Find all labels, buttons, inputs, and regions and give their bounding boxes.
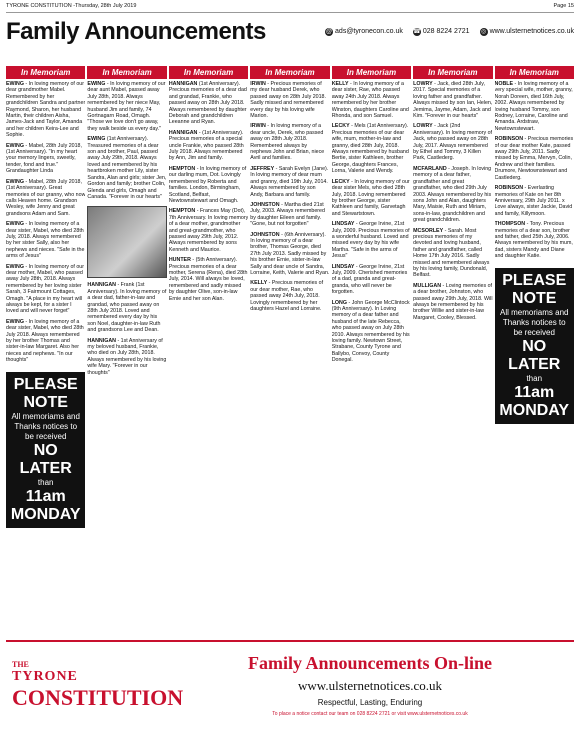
notice xyxy=(6,221,85,259)
notice-text: - Jack (2nd Anniversary). In loving memory of Jack, who passed away on 28th July, 2017. Always remembered by Ethel and Tommy, 3 Killen Park, Castlederg. xyxy=(413,123,493,162)
page-header xyxy=(6,14,574,50)
notice-text: - Sarah. Most precious memories of my devoted and loving husband, father and grandfather, called Home 17th July 2016. Sadly missed and remembered always by his loving family, Dundonald, Belfast. xyxy=(413,227,490,279)
notice-text: - Precious memories of my dear husband Derek, who passed away on 28th July 2018. Sadly missed and remembered every day by his loving wife Marion. xyxy=(250,81,326,120)
notice-name: ROBINSON xyxy=(494,136,524,143)
notice xyxy=(6,319,85,364)
phone-icon: ☎ xyxy=(413,29,421,35)
globe-icon: ◎ xyxy=(480,29,487,35)
memorial-photo xyxy=(87,206,166,278)
notice xyxy=(169,81,248,126)
notice-name: LOWRY xyxy=(413,81,433,87)
notice xyxy=(87,338,166,376)
notice xyxy=(169,166,248,204)
notice xyxy=(6,264,85,315)
notice xyxy=(413,81,492,119)
please-note-line3: than xyxy=(37,477,54,487)
please-note-line2: NO LATER xyxy=(19,441,72,477)
notice xyxy=(332,81,411,119)
notice-name: LINDSAY xyxy=(331,221,355,228)
notice-name: LONG xyxy=(331,299,347,306)
notice-text: - (5th Anniversary). Precious memories of a dear mother, Serena (Rena), died 28th July, 2014. Will always be loved, remembered and sadly missed by daughter Olive, son-in-law Ernie and her son Alan. xyxy=(168,257,248,302)
ad-url[interactable]: www.ulsternetnotices.co.uk xyxy=(298,678,442,693)
notice xyxy=(413,228,492,279)
please-note-line3: than xyxy=(526,373,543,383)
notice-text: - (1st Anniversary). Precious memories of a special uncle Frankie, who passed 28th July 2018. Always remembered by Ann, Jim and family. xyxy=(168,129,244,162)
notice-text: - Everlasting memories of Kate on her 8th Anniversary, 29th July 2011. x Love always, sister Jackie, David and family, Killymoon. xyxy=(494,185,573,217)
notice xyxy=(250,202,329,228)
notice-name: HEMPTON xyxy=(168,165,196,172)
newspaper-logo: THE TYRONE CONSTITUTION xyxy=(12,659,184,710)
notice-text: - Frank (1st Anniversary). In loving memory of a dear dad, father-in-law and grandad, who passed away on 28th July 2018. Loved and remembered every day by his son Noel, daughter-in-law Ruth and grandsons Lee and Dean. xyxy=(87,282,167,334)
notice-name: EWING xyxy=(6,81,24,87)
notice-text: - In loving memory of our dear mother, Mabel, who passed away July 28th, 2018. Always remembered by her loving sister Sarah, 3 Fairmount Cottages, Omagh. "A place in my heart will always be kept, for a sister I loved and will never forget" xyxy=(6,263,85,315)
notice-text: (1st Anniversary). Precious memories of a dear dad and grandad, Frankie, who passed away on 28th July 2018. Always remembered by daughter Deborah and grandchildren Leeanne and Ryan. xyxy=(168,81,247,126)
notice xyxy=(332,221,411,259)
notice-text: - Precious memories of our dear mother, Rae, who passed away 24th July, 2018. Lovingly remembered by her daughters Hazel and Lorraine. xyxy=(250,280,324,312)
section-band: In Memoriam xyxy=(495,66,574,79)
section-band: In Memoriam xyxy=(169,66,248,79)
notice-text: - 1st Anniversary of my beloved husband, Frankie, who died on July 28th, 2018. Always remembered by his loving wife Mary. "Forever in our thoughts" xyxy=(87,337,167,376)
notice xyxy=(250,232,329,277)
notice-text: - John George McClintock (9th Anniversary). In Loving memory of a dear father and husband of the late Rebecca, who passed away on July 28th 2010. Always remembered by his loving family. Newtown Street, Strabane, County Tyrone and Ballybo, Convoy, County Donegal. xyxy=(331,299,410,364)
notice-name: LINDSAY xyxy=(331,263,355,270)
please-note-title: PLEASE NOTE xyxy=(502,271,567,307)
column-4 xyxy=(250,66,329,626)
notice xyxy=(169,208,248,253)
column-5 xyxy=(332,66,411,626)
notice-name: HANNIGAN xyxy=(87,282,116,289)
notice-name: EWING xyxy=(6,318,24,325)
notice-text: - In loving memory of a dear sister, Mabel, who died 28th July, 2018. Always remembered by her sister Sally, also her nephews and nieces. "Safe in the arms of Jesus" xyxy=(6,221,85,260)
notice-text: - Martha died 21st July, 2003. Always remembered by daughter Eileen and family. "Gone, but not forgotten" xyxy=(250,201,325,228)
notice-text: - In loving memory of a dear sister, Mabel, who died 28th July 2018. Always remembered by her brother Thomas and sister-in-law Margaret. Also her nieces and nephews. "In our thoughts" xyxy=(6,318,84,364)
please-note-box xyxy=(6,372,85,528)
notice xyxy=(495,221,574,259)
notice xyxy=(250,81,329,119)
section-band: In Memoriam xyxy=(87,66,166,79)
notice-text: - Joseph. In loving memory of a dear father, grandfather and great grandfather, who died 29th July 2003. Always remembered by his sons John and Alan, daughters Mary, Maisie, Ruth and Miriam, sons-in-law, grandchildren and great grandchildren. xyxy=(413,165,492,224)
notice-text: - Mabel, 28th July 2018, (1st Anniversary). "In my heart your memory lingers, sweetly, tender, fond and true." Grandaughter Linda xyxy=(6,142,82,175)
please-note-line4: 11am MONDAY xyxy=(10,487,81,523)
notice-text: - George Irvine, 21st July, 2009. Precious memories of a wonderful husband. Loved and missed every day by his wife Martha. "Safe in the arms of Jesus" xyxy=(331,221,410,260)
notice-name: LECKY xyxy=(331,178,350,185)
footer-ad xyxy=(6,640,574,728)
page-number: Page 15 xyxy=(553,3,574,9)
notice-name: LECKY xyxy=(331,123,350,130)
notice-name: HANNIGAN xyxy=(168,129,198,136)
notice-name: THOMPSON xyxy=(494,221,526,228)
notice-text: - In loving memory of our darling mum, Dot. Lovingly remembered by Roberta and families. London, Birmingham, Scotland, Belfast, Newtownstewart and Omagh. xyxy=(168,165,247,204)
notices-grid xyxy=(6,66,574,626)
ad-contact: To place a notice contact our team on 028 8224 2721 or visit www.ulsternetnotices.co.uk xyxy=(272,711,468,717)
notice xyxy=(87,282,166,333)
notice-name: IRWIN xyxy=(250,81,266,87)
notice-text: - In loving memory of our dear sister Mels, who died 28th July, 2018. Loving remembered by brother George, sister Kathleen and family, Garvetagh and Stewartstown. xyxy=(331,178,410,217)
notice-name: JOHNSTON xyxy=(250,231,280,238)
notice-text: - Jack, died 28th July, 2017. Special memories of a loving father and grandfather. Always missed by son Ian, Helen, Jemima, Jayme, Adam, Jack and Kim. "Forever in our hearts" xyxy=(413,81,493,120)
notice-name: HEMPTON xyxy=(168,208,196,215)
notice xyxy=(495,136,574,181)
section-band: In Memoriam xyxy=(332,66,411,79)
column-6 xyxy=(413,66,492,626)
notice xyxy=(332,300,411,364)
issue-date: TYRONE CONSTITUTION -Thursday, 28th July 2019 xyxy=(6,3,137,9)
notice-text: - In loving memory of a very special wife, mother, granny, Norah Doreen, died 16th July, 2002. Always remembered by loving husband Tommy, son Rodney, Lorraine, Caroline and Amanda. Ardstraw, Newtownstewart. xyxy=(494,81,573,132)
section-band: In Memoriam xyxy=(6,66,85,79)
section-band: In Memoriam xyxy=(413,66,492,79)
notice-text: - George Irvine, 21st July, 2009. Cherished memories of a dad, granda and great-granda, who will never be forgotten. xyxy=(331,263,408,296)
notice xyxy=(6,143,85,175)
notice xyxy=(495,81,574,132)
notice-name: MCSORLEY xyxy=(413,227,444,234)
notice xyxy=(6,81,85,139)
notice-name: HUNTER xyxy=(168,257,191,264)
notice-name: EWING xyxy=(6,263,24,270)
notice xyxy=(332,264,411,296)
notice xyxy=(250,123,329,161)
notice-text: - In loving memory of our dear aunt Mabel, passed away July 28th, 2018. Always remembered by her niece May, husband Jim and family, 74 Gortnagarn Road, Omagh. "Those we love don't go away, they walk beside us every day." xyxy=(87,81,166,132)
please-note-line1: All memoriams and Thanks notices to be received xyxy=(500,307,569,337)
online-ad xyxy=(166,642,574,728)
notice xyxy=(6,179,85,217)
notice xyxy=(495,185,574,217)
notice-name: EWING xyxy=(6,221,24,228)
ad-tagline: Respectful, Lasting, Enduring xyxy=(317,698,423,707)
please-note-line1: All memoriams and Thanks notices to be received xyxy=(11,411,80,441)
contact-info xyxy=(325,28,574,36)
section-band: In Memoriam xyxy=(250,66,329,79)
email-contact[interactable]: @ ads@tyronecon.co.uk xyxy=(325,28,403,35)
notice-text: - (6th Anniversary). In loving memory of a dear brother, Thomas George, died 27th July 2013. Sadly missed by his brother Ernie, sister-in-law Sally and dear uncle of Sandra, Lorraine, Keith, Valerie and Ryan. xyxy=(250,231,330,276)
column-7 xyxy=(495,66,574,626)
notice-text: - Mels (1st Anniversary). Precious memories of our dear wife, mum, mother-in-law and granny, died 28th July, 2018. Always remembered by husband Bertie, sister Kathleen, brother George, daughters Frances, Lorna, Valerie and Wendy. xyxy=(331,123,409,175)
ad-heading: Family Announcements On-line xyxy=(247,653,493,673)
notice-name: MULLIGAN xyxy=(413,282,442,289)
notice-text: (1st Anniversary). Treasured memories of a dear son and brother, Paul, passed away July 29th, 2018. Always loved and remembered by his heartbroken mother Lily, sister Sandra, Alan and girls; sister Jen, Gordon and family; brother Colin, Glenda and girls, Omagh and Canada. "Forever in our hearts" xyxy=(87,136,167,200)
notice-text: - In loving memory of a dear uncle, Derek, who passed away on 28th July 2018. Remembered always by nephews John and Brian, niece Avril and families. xyxy=(250,123,325,162)
notice-text: - In loving memory of a dear sister, Rae, who passed away 24th July 2018. Always remembered by her brother Winston, daughters Caroline and Rhonda, and son Samuel. xyxy=(331,81,409,120)
notice-text: - Tony. Precious memories of a dear son, brother and father, died 25th July, 2006. Always remembered by his mum, dad, sisters Mandy and Diane and daughter Katie. xyxy=(494,221,573,260)
notice xyxy=(250,166,329,198)
notice-name: IRWIN xyxy=(250,123,266,130)
please-note-title: PLEASE NOTE xyxy=(13,375,78,411)
notice xyxy=(332,179,411,217)
notice-name: MCFARLAND xyxy=(413,165,447,172)
notice xyxy=(413,123,492,161)
notice xyxy=(413,166,492,224)
column-3 xyxy=(169,66,248,626)
notice xyxy=(87,81,166,132)
notice-text: - Precious memories of our dear mother Kate, passed away 29th July, 2011. Sadly missed by Emma, Mervyn, Colin, Andrew and their families. Drumore, Newtownstewart and Castlederg. xyxy=(494,136,574,181)
notice-name: NOBLE xyxy=(494,81,514,87)
notice-name: HANNIGAN xyxy=(168,81,198,87)
page-title: Family Announcements xyxy=(6,18,266,45)
please-note-box xyxy=(495,268,574,424)
notice-name: EWING xyxy=(6,142,24,149)
column-1 xyxy=(6,66,85,626)
notice-name: KELLY xyxy=(250,280,268,287)
notice-text: - Sarah Evelyn (Jane). In loving memory of dear mum and granny, died 19th July, 2014. Always remembered by son Andy, Barbara and family. xyxy=(250,165,329,198)
notice xyxy=(413,283,492,321)
please-note-line4: 11am MONDAY xyxy=(499,383,570,419)
notice xyxy=(332,123,411,174)
notice-name: JOHNSTON xyxy=(250,201,280,208)
notice-name: EWING xyxy=(87,136,106,143)
notice-text: - Loving memories of a dear brother, Johnston, who passed away 29th July, 2018. Will always be remembered by his brother Willie and sister-in-law Margaret, Cooley, Blessed. xyxy=(413,282,493,321)
notice-name: EWING xyxy=(87,81,106,87)
notice xyxy=(250,280,329,312)
notice-name: KELLY xyxy=(331,81,349,87)
notice-name: JEFFREY xyxy=(250,165,275,172)
top-line xyxy=(6,3,574,13)
notice-text: - Frances May (Dot), 7th Anniversary. In loving memory of a dear mother, grandmother and great-grandmother, who passed away 29th July, 2012. Always remembered by sons Kenneth and Maurice. xyxy=(168,208,249,253)
notice-text: - Mabel, 28th July 2018, (1st Anniversary). Great memories of our granny, who now calls Heaven home. Grandson Wesley, wife Jenny and great grandsons Adam and Sam. xyxy=(6,178,86,217)
phone-contact[interactable]: ☎ 028 8224 2721 xyxy=(413,28,470,35)
notice xyxy=(169,257,248,302)
notice xyxy=(87,136,166,200)
column-2 xyxy=(87,66,166,626)
please-note-line2: NO LATER xyxy=(508,337,561,373)
notice-name: HANNIGAN xyxy=(87,337,116,344)
notice-text: - In loving memory of our dear grandmother Mabel. Remembered by her grandchildren Sandra and partner Raymond, Sharon, her husband Martin, their children Aisha, James-Jack and Taylor, Amanda and her children Keira-Lee and Sophie. xyxy=(6,81,86,139)
notice-name: EWING xyxy=(6,178,24,185)
notice-name: ROBINSON xyxy=(494,185,524,192)
email-icon: @ xyxy=(325,29,333,35)
web-contact[interactable]: ◎ www.ulsternetnotices.co.uk xyxy=(480,28,574,35)
notice-name: LOWRY xyxy=(413,123,433,130)
notice xyxy=(169,130,248,162)
